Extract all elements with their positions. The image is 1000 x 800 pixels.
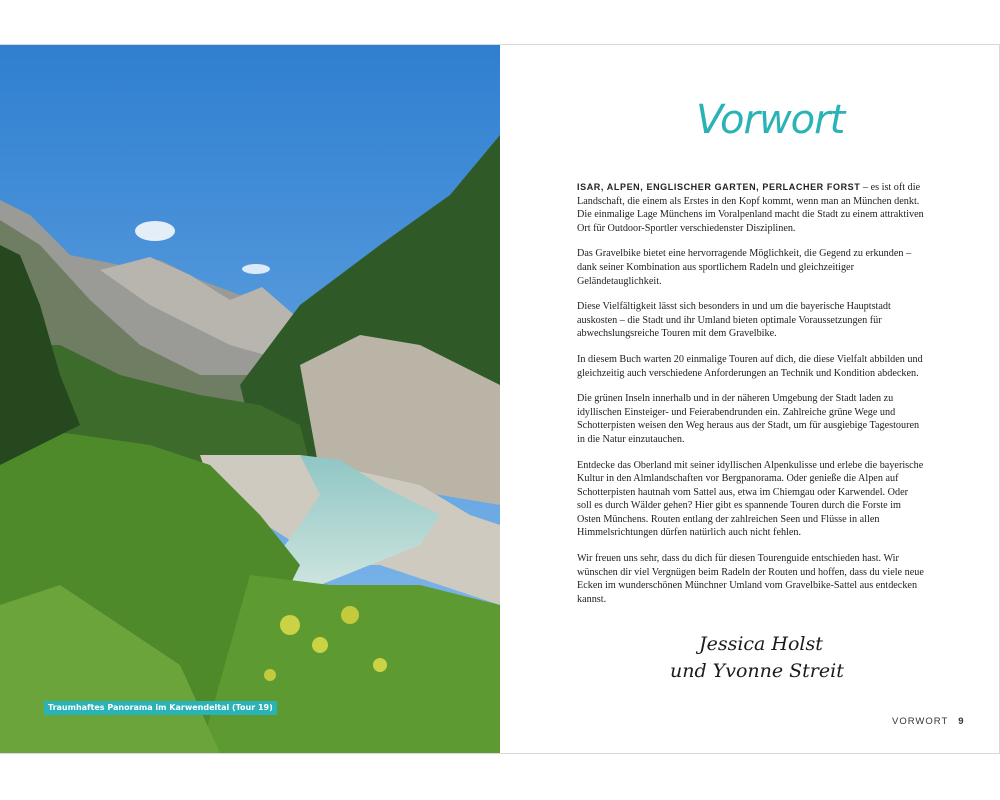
paragraph: Das Gravelbike bietet eine hervorragende Möglichkeit, die Gegend zu erkunden – dank seiner Kombination aus sportlichem Radeln und gleichzeitiger Geländetauglichkeit. [577,248,912,287]
photo-caption: Traumhaftes Panorama im Karwendeltal (Tour 19) [44,701,277,715]
paragraph: Die grünen Inseln innerhalb und in der näheren Umgebung der Stadt laden zu idyllischen Einsteiger- und Feierabendrunden ein. Zahlreiche grüne Wege und Schotterpisten weisen den Weg heraus aus der Stadt, um für ausgiebige Tagestouren in die Natur einzutauchen. [577,393,920,445]
paragraph-text: – es ist oft die Landschaft, die einem als Erstes in den Kopf kommt, wenn man an München denkt. Die einmalige Lage Münchens im Voralpenland macht die Stadt zu einem attraktiven Ort für Outdoor-Sportler verschiedenster Disziplinen. [577,182,924,234]
signature-line: und Yvonne Streit [670,660,844,682]
text-page [500,45,1000,753]
page-number: 9 [958,716,964,727]
signature-line: Jessica Holst [698,633,823,655]
page-title: Vorwort [696,97,845,143]
paragraph: Wir freuen uns sehr, dass du dich für diesen Tourenguide entschieden hast. Wir wünschen dir viel Vergnügen beim Radeln der Routen und hoffen, dass du viele neue Ecken im wunderschönen Münchner Umland vom Gravelbike-Sattel aus entdecken kannst. [577,553,924,605]
book-spread [0,44,1000,754]
footer-label: VORWORT [892,716,949,727]
signature [670,631,844,685]
page-footer [892,716,964,727]
paragraph: Diese Vielfältigkeit lässt sich besonders in und um die bayerische Hauptstadt auskosten – die Stadt und ihr Umland bieten optimale Voraussetzungen für abwechslungsreiche Touren mit dem Gravelbike. [577,301,891,340]
body-text [577,181,925,618]
karwendel-valley-image [0,45,500,753]
landscape-photo [0,45,500,753]
paragraph [577,181,925,235]
lead-caps: ISAR, ALPEN, ENGLISCHER GARTEN, PERLACHER FORST [577,182,861,192]
paragraph: Entdecke das Oberland mit seiner idyllischen Alpenkulisse und erlebe die bayerische Kultur in den Almlandschaften vor Bergpanorama. Oder genieße die Alpen auf Schotterpisten hautnah vom Sattel aus, etwa im Chiemgau oder Karwendel. Oder soll es durch Wälder gehen? Hier gibt es spannende Touren durch die Forste im Osten Münchens. Routen entlang der zahlreichen Seen und Flüsse in allen Himmelsrichtungen dürfen natürlich auch nicht fehlen. [577,459,924,539]
paragraph: In diesem Buch warten 20 einmalige Touren auf dich, die diese Vielfalt abbilden und gleichzeitig auch verschiedene Anforderungen an Technik und Kondition abdecken. [577,353,923,379]
